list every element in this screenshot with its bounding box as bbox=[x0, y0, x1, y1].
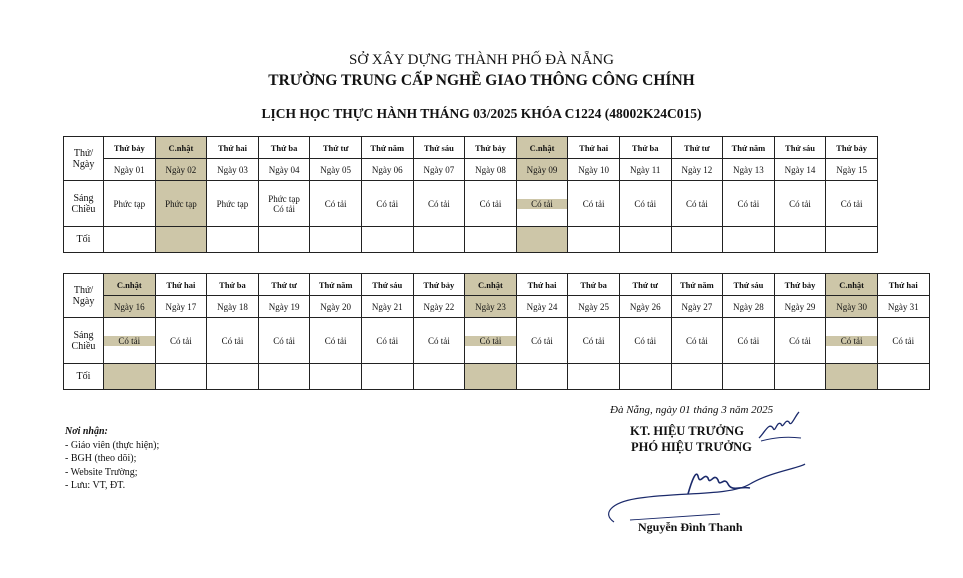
signer-title-primary: KT. HIỆU TRƯỞNG bbox=[630, 424, 745, 438]
date-cell: Ngày 11 bbox=[619, 159, 671, 181]
evening-cell bbox=[155, 364, 207, 390]
session-cell: Có tải bbox=[465, 181, 517, 227]
schedule-table-week2 bbox=[63, 273, 930, 390]
session-row bbox=[64, 181, 878, 227]
weekday-cell: Thứ sáu bbox=[723, 274, 775, 296]
session-cell: Có tải bbox=[619, 318, 671, 364]
session-cell: Có tải bbox=[774, 318, 826, 364]
weekday-cell: Thứ ba bbox=[258, 137, 310, 159]
recipient-item: - Lưu: VT, ĐT. bbox=[65, 480, 126, 491]
document-title: LỊCH HỌC THỰC HÀNH THÁNG 03/2025 KHÓA C1224 (48002K24C015) bbox=[261, 106, 702, 121]
session-cell: Có tải bbox=[361, 181, 413, 227]
morning-cell: Có tải bbox=[104, 336, 155, 346]
weekday-cell: Thứ hai bbox=[207, 137, 259, 159]
weekday-cell: Thứ hai bbox=[877, 274, 929, 296]
session-cell: Có tải bbox=[774, 181, 826, 227]
weekday-cell: Thứ tư bbox=[258, 274, 310, 296]
session-cell: Phức tạp bbox=[207, 181, 259, 227]
evening-cell bbox=[568, 364, 620, 390]
weekday-cell: C.nhật bbox=[826, 274, 878, 296]
date-cell: Ngày 26 bbox=[619, 296, 671, 318]
date-cell: Ngày 07 bbox=[413, 159, 465, 181]
evening-cell bbox=[207, 227, 259, 253]
recipients-block bbox=[65, 425, 159, 493]
date-cell: Ngày 24 bbox=[516, 296, 568, 318]
session-cell: Có tải bbox=[619, 181, 671, 227]
weekday-cell: Thứ tư bbox=[671, 137, 723, 159]
afternoon-label: Chiều bbox=[71, 340, 96, 352]
session-label bbox=[64, 318, 104, 364]
weekday-cell: Thứ bảy bbox=[104, 137, 156, 159]
date-cell: Ngày 01 bbox=[104, 159, 156, 181]
weekday-cell: Thứ tư bbox=[619, 274, 671, 296]
recipient-item: - Website Trường; bbox=[65, 466, 138, 478]
date-row bbox=[64, 159, 878, 181]
evening-cell bbox=[723, 227, 775, 253]
date-cell: Ngày 17 bbox=[155, 296, 207, 318]
session-cell: Có tải bbox=[207, 318, 259, 364]
weekday-cell: Thứ ba bbox=[207, 274, 259, 296]
weekday-cell: Thứ sáu bbox=[361, 274, 413, 296]
session-cell: Có tải bbox=[258, 318, 310, 364]
weekday-cell: Thứ ba bbox=[619, 137, 671, 159]
weekday-cell: Thứ bảy bbox=[774, 274, 826, 296]
weekday-cell: Thứ hai bbox=[516, 274, 568, 296]
recipient-item: - Giáo viên (thực hiện); bbox=[65, 439, 160, 451]
evening-cell bbox=[671, 364, 723, 390]
evening-cell bbox=[465, 364, 517, 390]
evening-cell bbox=[877, 364, 929, 390]
date-cell: Ngày 16 bbox=[104, 296, 156, 318]
thu-label: Thứ/ bbox=[73, 147, 94, 159]
morning-label: Sáng bbox=[73, 329, 94, 341]
morning-cell: Phức tạp bbox=[268, 193, 300, 204]
date-cell: Ngày 03 bbox=[207, 159, 259, 181]
evening-cell bbox=[619, 227, 671, 253]
date-cell: Ngày 30 bbox=[826, 296, 878, 318]
session-cell: Có tải bbox=[310, 181, 362, 227]
session-cell: Phức tạp bbox=[155, 181, 207, 227]
weekday-cell: Thứ năm bbox=[361, 137, 413, 159]
weekday-cell: Thứ sáu bbox=[774, 137, 826, 159]
date-cell: Ngày 15 bbox=[826, 159, 878, 181]
date-cell: Ngày 13 bbox=[723, 159, 775, 181]
morning-label: Sáng bbox=[73, 192, 94, 204]
session-cell: Phức tạp bbox=[104, 181, 156, 227]
place-date: Đà Nẵng, ngày 01 tháng 3 năm 2025 bbox=[610, 404, 774, 416]
weekday-cell: C.nhật bbox=[516, 137, 568, 159]
recipient-item: - BGH (theo dõi); bbox=[65, 453, 137, 464]
schedule-table-week1 bbox=[63, 136, 878, 253]
weekday-cell: Thứ sáu bbox=[413, 137, 465, 159]
weekday-row bbox=[64, 137, 878, 159]
session-cell: Có tải bbox=[568, 318, 620, 364]
date-cell: Ngày 22 bbox=[413, 296, 465, 318]
evening-cell bbox=[465, 227, 517, 253]
weekday-cell: Thứ năm bbox=[671, 274, 723, 296]
session-cell-split bbox=[258, 181, 310, 227]
session-cell-split bbox=[516, 181, 568, 227]
evening-cell bbox=[104, 227, 156, 253]
weekday-cell: Thứ bảy bbox=[413, 274, 465, 296]
evening-cell bbox=[361, 227, 413, 253]
session-cell-split bbox=[465, 318, 517, 364]
evening-cell bbox=[671, 227, 723, 253]
weekday-cell: Thứ hai bbox=[568, 137, 620, 159]
school-name: TRƯỜNG TRUNG CẤP NGHỀ GIAO THÔNG CÔNG CHÍNH bbox=[268, 72, 695, 89]
department-name: SỞ XÂY DỰNG THÀNH PHỐ ĐÀ NẴNG bbox=[349, 52, 614, 68]
weekday-cell: Thứ hai bbox=[155, 274, 207, 296]
evening-cell bbox=[774, 227, 826, 253]
evening-cell bbox=[413, 227, 465, 253]
morning-cell: Có tải bbox=[826, 336, 877, 346]
evening-cell bbox=[413, 364, 465, 390]
date-cell: Ngày 19 bbox=[258, 296, 310, 318]
date-cell: Ngày 29 bbox=[774, 296, 826, 318]
signer-title-deputy: PHÓ HIỆU TRƯỞNG bbox=[631, 440, 752, 454]
morning-cell: Có tải bbox=[465, 336, 516, 346]
initial-signature bbox=[755, 408, 805, 444]
morning-cell: Có tải bbox=[517, 199, 568, 209]
session-cell: Có tải bbox=[826, 181, 878, 227]
ngay-label: Ngày bbox=[72, 158, 95, 170]
weekday-cell: C.nhật bbox=[465, 274, 517, 296]
date-cell: Ngày 21 bbox=[361, 296, 413, 318]
date-cell: Ngày 05 bbox=[310, 159, 362, 181]
date-cell: Ngày 12 bbox=[671, 159, 723, 181]
evening-row bbox=[64, 364, 930, 390]
recipients-title: Nơi nhận: bbox=[65, 426, 108, 437]
date-cell: Ngày 14 bbox=[774, 159, 826, 181]
evening-row bbox=[64, 227, 878, 253]
session-cell: Có tải bbox=[723, 181, 775, 227]
evening-cell bbox=[361, 364, 413, 390]
weekday-cell: Thứ ba bbox=[568, 274, 620, 296]
session-cell: Có tải bbox=[155, 318, 207, 364]
weekday-cell: C.nhật bbox=[104, 274, 156, 296]
evening-cell bbox=[258, 364, 310, 390]
date-cell: Ngày 20 bbox=[310, 296, 362, 318]
session-cell-split bbox=[826, 318, 878, 364]
evening-cell bbox=[258, 227, 310, 253]
evening-cell bbox=[826, 364, 878, 390]
evening-cell bbox=[516, 227, 568, 253]
evening-cell bbox=[207, 364, 259, 390]
date-cell: Ngày 04 bbox=[258, 159, 310, 181]
session-row bbox=[64, 318, 930, 364]
session-cell: Có tải bbox=[413, 318, 465, 364]
date-cell: Ngày 31 bbox=[877, 296, 929, 318]
thu-label: Thứ/ bbox=[73, 284, 94, 296]
weekday-cell: Thứ năm bbox=[310, 274, 362, 296]
date-cell: Ngày 06 bbox=[361, 159, 413, 181]
session-cell: Có tải bbox=[723, 318, 775, 364]
evening-cell bbox=[516, 364, 568, 390]
evening-cell bbox=[774, 364, 826, 390]
date-cell: Ngày 02 bbox=[155, 159, 207, 181]
session-cell: Có tải bbox=[516, 318, 568, 364]
session-cell: Có tải bbox=[877, 318, 929, 364]
date-cell: Ngày 10 bbox=[568, 159, 620, 181]
thu-ngay-label bbox=[64, 274, 104, 318]
session-cell: Có tải bbox=[671, 181, 723, 227]
evening-cell bbox=[310, 364, 362, 390]
evening-cell bbox=[104, 364, 156, 390]
evening-label: Tối bbox=[64, 227, 104, 253]
weekday-cell: Thứ bảy bbox=[826, 137, 878, 159]
session-cell: Có tải bbox=[361, 318, 413, 364]
date-cell: Ngày 23 bbox=[465, 296, 517, 318]
weekday-cell: Thứ năm bbox=[723, 137, 775, 159]
date-row bbox=[64, 296, 930, 318]
evening-cell bbox=[568, 227, 620, 253]
session-cell: Có tải bbox=[671, 318, 723, 364]
weekday-cell: Thứ tư bbox=[310, 137, 362, 159]
date-cell: Ngày 25 bbox=[568, 296, 620, 318]
date-cell: Ngày 18 bbox=[207, 296, 259, 318]
evening-cell bbox=[619, 364, 671, 390]
date-cell: Ngày 28 bbox=[723, 296, 775, 318]
evening-cell bbox=[826, 227, 878, 253]
evening-cell bbox=[310, 227, 362, 253]
afternoon-label: Chiều bbox=[71, 203, 96, 215]
date-cell: Ngày 08 bbox=[465, 159, 517, 181]
afternoon-cell: Có tải bbox=[273, 203, 295, 214]
ngay-label: Ngày bbox=[72, 295, 95, 307]
date-cell: Ngày 09 bbox=[516, 159, 568, 181]
session-label bbox=[64, 181, 104, 227]
session-cell: Có tải bbox=[568, 181, 620, 227]
weekday-row bbox=[64, 274, 930, 296]
session-cell-split bbox=[104, 318, 156, 364]
date-cell: Ngày 27 bbox=[671, 296, 723, 318]
evening-cell bbox=[155, 227, 207, 253]
thu-ngay-label bbox=[64, 137, 104, 181]
session-cell: Có tải bbox=[413, 181, 465, 227]
evening-label: Tối bbox=[64, 364, 104, 390]
evening-cell bbox=[723, 364, 775, 390]
weekday-cell: Thứ bảy bbox=[465, 137, 517, 159]
weekday-cell: C.nhật bbox=[155, 137, 207, 159]
session-cell: Có tải bbox=[310, 318, 362, 364]
signer-name: Nguyễn Đình Thanh bbox=[638, 520, 743, 534]
